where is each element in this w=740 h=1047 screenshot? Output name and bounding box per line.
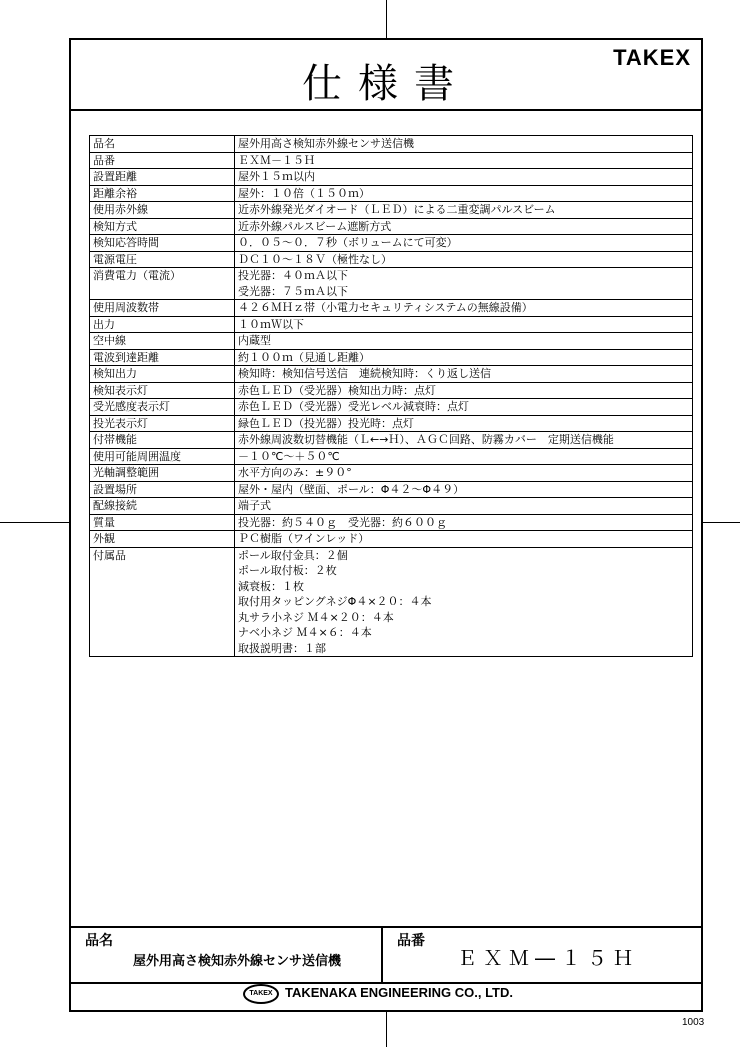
footer-number-label: 品番 <box>397 933 425 949</box>
spec-value <box>235 432 693 449</box>
spec-value-line: 赤外線周波数切替機能（Ｌ←→Ｈ）、ＡＧＣ回路、防霧カバー 定期送信機能 <box>238 433 614 446</box>
spec-value <box>235 152 693 169</box>
brand-logo: TAKEX <box>613 45 691 70</box>
spec-row <box>90 333 693 350</box>
spec-label: 検知方式 <box>90 218 235 235</box>
spec-value <box>235 481 693 498</box>
spec-label: 空中線 <box>90 333 235 350</box>
spec-value <box>235 300 693 317</box>
company-bar <box>71 980 701 1010</box>
footer-info <box>71 926 701 984</box>
spec-value-line: 屋外用高さ検知赤外線センサ送信機 <box>238 137 414 150</box>
spec-value-line: 緑色ＬＥＤ（投光器）投光時：点灯 <box>238 416 414 430</box>
spec-row <box>90 465 693 482</box>
spec-value <box>235 185 693 202</box>
spec-label: 付属品 <box>90 547 235 657</box>
spec-row <box>90 218 693 235</box>
spec-value-line: ＥＸＭ－１５Ｈ <box>238 153 315 167</box>
spec-label: 電波到達距離 <box>90 349 235 366</box>
spec-value <box>235 498 693 515</box>
spec-value-line: ＰＣ樹脂（ワインレッド） <box>238 532 370 545</box>
spec-row <box>90 169 693 186</box>
page-frame <box>69 38 703 1012</box>
spec-value-line: 取扱説明書：１部 <box>238 641 326 655</box>
spec-row <box>90 415 693 432</box>
spec-row <box>90 235 693 252</box>
spec-label: 検知応答時間 <box>90 235 235 252</box>
company-name: TAKENAKA ENGINEERING CO., LTD. <box>285 985 513 1000</box>
spec-label: 検知表示灯 <box>90 382 235 399</box>
spec-value-line: 近赤外線発光ダイオード（ＬＥＤ）による二重変調パルスビーム <box>238 203 556 216</box>
header <box>71 40 701 111</box>
spec-label: 検知出力 <box>90 366 235 383</box>
spec-label: 品番 <box>90 152 235 169</box>
spec-row <box>90 399 693 416</box>
spec-row <box>90 316 693 333</box>
spec-value-line: 受光器：７５ｍＡ以下 <box>238 284 348 298</box>
spec-label: 質量 <box>90 514 235 531</box>
spec-value-line: 屋外１５ｍ以内 <box>238 170 315 183</box>
footer-name-value: 屋外用高さ検知赤外線センサ送信機 <box>133 954 342 969</box>
spec-row <box>90 448 693 465</box>
spec-value-line: 約１００ｍ（見通し距離） <box>238 350 370 364</box>
spec-label: 付帯機能 <box>90 432 235 449</box>
spec-label: 消費電力（電流） <box>90 268 235 300</box>
spec-row <box>90 382 693 399</box>
spec-value-line: 取付用タッピングネジΦ４×２０：４本 <box>238 595 432 608</box>
spec-value-line: －１０℃～＋５０℃ <box>238 449 340 463</box>
spec-row <box>90 185 693 202</box>
spec-value <box>235 333 693 350</box>
spec-label: 外観 <box>90 531 235 548</box>
footer-name-label: 品名 <box>85 933 113 949</box>
spec-row <box>90 498 693 515</box>
spec-value-line: 投光器：約５４０ｇ 受光器：約６００ｇ <box>238 515 447 529</box>
spec-label: 出力 <box>90 316 235 333</box>
spec-value <box>235 251 693 268</box>
spec-label: 投光表示灯 <box>90 415 235 432</box>
company-logo: TAKEX <box>243 984 279 1004</box>
footer-number-value: ＥＸＭ―１５Ｈ <box>457 946 639 970</box>
spec-value <box>235 349 693 366</box>
spec-value <box>235 465 693 482</box>
spec-value <box>235 235 693 252</box>
spec-row <box>90 251 693 268</box>
page-number: 1003 <box>682 1017 705 1028</box>
spec-value-line: ４２６ＭＨｚ帯（小電力セキュリティシステムの無線設備） <box>238 301 533 314</box>
spec-value-line: 減衰板：１枚 <box>238 579 304 593</box>
spec-value-line: 投光器：４０ｍＡ以下 <box>238 269 348 282</box>
spec-value-line: 丸サラ小ネジ Ｍ４×２０：４本 <box>238 610 394 624</box>
spec-value-line: 水平方向のみ：±９０° <box>238 466 352 479</box>
spec-row <box>90 547 693 657</box>
spec-label: 受光感度表示灯 <box>90 399 235 416</box>
spec-label: 距離余裕 <box>90 185 235 202</box>
spec-value-line: 屋外：１０倍（１５０ｍ） <box>238 186 370 200</box>
spec-row <box>90 432 693 449</box>
spec-value <box>235 514 693 531</box>
spec-value <box>235 316 693 333</box>
spec-row <box>90 531 693 548</box>
spec-row <box>90 136 693 153</box>
spec-value <box>235 268 693 300</box>
crop-mark-top <box>386 0 387 38</box>
spec-value <box>235 169 693 186</box>
spec-value-line: ナベ小ネジ Ｍ４×６：４本 <box>238 626 372 639</box>
spec-value <box>235 218 693 235</box>
spec-table <box>89 135 693 657</box>
spec-value-line: 端子式 <box>238 499 271 512</box>
spec-row <box>90 349 693 366</box>
spec-label: 使用周波数帯 <box>90 300 235 317</box>
spec-value-line: 内蔵型 <box>238 334 271 347</box>
spec-row <box>90 300 693 317</box>
spec-value <box>235 448 693 465</box>
spec-row <box>90 481 693 498</box>
spec-value <box>235 202 693 219</box>
spec-value-line: ポール取付金具：２個 <box>238 548 348 562</box>
spec-label: 配線接続 <box>90 498 235 515</box>
spec-label: 設置距離 <box>90 169 235 186</box>
spec-value <box>235 547 693 657</box>
crop-mark-bottom <box>386 1012 387 1047</box>
spec-label: 使用可能周囲温度 <box>90 448 235 465</box>
spec-label: 電源電圧 <box>90 251 235 268</box>
page-title: 仕様書 <box>302 61 470 107</box>
spec-row <box>90 202 693 219</box>
spec-value-line: 屋外・屋内（壁面、ポール：Φ４２～Φ４９） <box>238 482 465 496</box>
spec-value-line: １０ｍＷ以下 <box>238 317 304 331</box>
crop-mark-right <box>703 522 740 523</box>
spec-value <box>235 382 693 399</box>
spec-row <box>90 152 693 169</box>
spec-label: 品名 <box>90 136 235 153</box>
spec-row <box>90 366 693 383</box>
spec-value-line: ＤＣ１０～１８Ｖ（極性なし） <box>238 252 392 266</box>
spec-label: 使用赤外線 <box>90 202 235 219</box>
spec-value-line: 赤色ＬＥＤ（受光器）受光レベル減衰時：点灯 <box>238 400 469 413</box>
footer-divider <box>381 928 383 982</box>
spec-value <box>235 415 693 432</box>
spec-value <box>235 399 693 416</box>
spec-row <box>90 514 693 531</box>
spec-value <box>235 366 693 383</box>
spec-label: 設置場所 <box>90 481 235 498</box>
spec-value <box>235 136 693 153</box>
spec-row <box>90 268 693 300</box>
spec-value-line: 検知時：検知信号送信 連続検知時：くり返し送信 <box>238 367 491 380</box>
spec-value-line: ポール取付板：２枚 <box>238 564 337 577</box>
spec-label: 光軸調整範囲 <box>90 465 235 482</box>
spec-value <box>235 531 693 548</box>
spec-value-line: 近赤外線パルスビーム遮断方式 <box>238 219 392 233</box>
crop-mark-left <box>0 522 69 523</box>
spec-table-body <box>90 136 693 657</box>
spec-value-line: ０．０５～０．７秒（ボリュームにて可変） <box>238 236 458 249</box>
spec-value-line: 赤色ＬＥＤ（受光器）検知出力時：点灯 <box>238 383 436 397</box>
